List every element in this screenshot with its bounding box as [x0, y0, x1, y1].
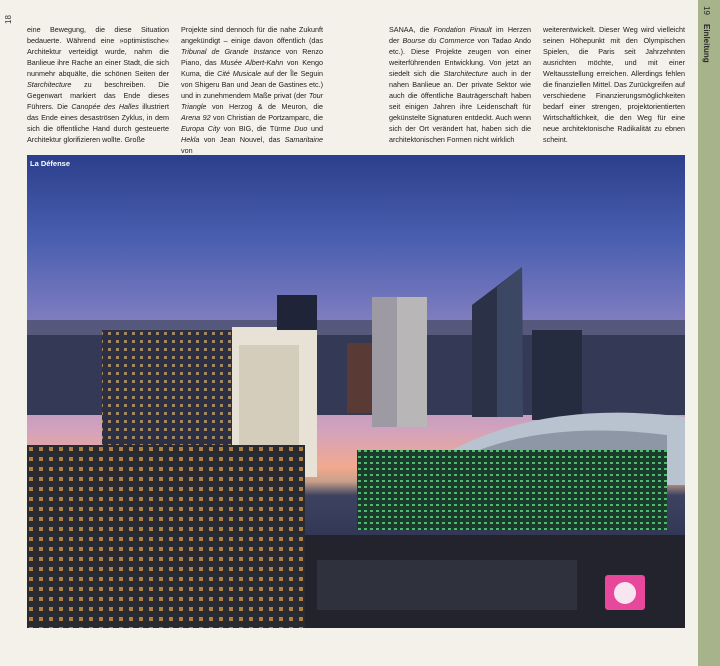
- page-number-left: 18: [4, 15, 13, 24]
- paragraph: eine Bewegung, die diese Situation bedauerte. Während eine »optimistische« Architektur verteidigt wurde, nahm die Banlieue ihre Rache an einer Stadt, die sich nunmehr abquälte, die schönen Seiten der Starchitecture zu beschreiben. Die Gegenwart markiert das Ende dieses Führers. Die Canopée des Halles illustriert das Ende eines desaströsen Zyklus, in dem sich die öffentliche Hand durch gesteuerte Architektur glorifizieren wollte. Große: [27, 25, 169, 144]
- chapter-tab-label: Einleitung: [702, 24, 711, 63]
- text-column-1: [27, 24, 169, 150]
- skyline-illustration: [27, 155, 685, 628]
- photo-caption: La Défense: [30, 159, 71, 168]
- paragraph: SANAA, die Fondation Pinault im Herzen der Bourse du Commerce von Tadao Ando etc.). Diese Projekte zeugen von einer weiterführenden Entwicklung. Von jetzt an siedelt sich die Starchitecture auch in der nahen Banlieue an. Der private Sektor wie auch die öffentliche Bauträgerschaft haben seit einigen Jahren ihre Leidenschaft für gekünstelte Signaturen entdeckt. Auch wenn sich der Ort verändert hat, haben sich die architektonischen Formen nicht wirklich: [389, 25, 532, 144]
- paragraph: Projekte sind dennoch für die nahe Zukunft angekündigt – einige davon öffentlich (das Tribunal de Grande Instance von Renzo Piano, das Musée Albert-Kahn von Kengo Kuma, die Cité Musicale auf der Île Seguin von Shigeru Ban und Jean de Gastines etc.) und in zunehmendem Maße privat (der Tour Triangle von Herzog & de Meuron, die Arena 92 von Christian de Portzamparc, die Europa City von BIG, die Türme Duo und Hekla von Jean Nouvel, das Samaritaine von: [181, 25, 324, 155]
- text-column-4: [543, 24, 685, 150]
- text-column-2: [181, 24, 324, 155]
- page-number-right: 19: [702, 6, 711, 15]
- photo-la-defense: [27, 155, 685, 628]
- chapter-tab: [698, 0, 720, 666]
- paragraph: weiterentwickelt. Dieser Weg wird vielleicht seinen Höhepunkt mit den Olympischen Spielen, die Paris seit Jahrzehnten ausrichten möchte, und mit einer Weltausstellung erreichen. Allerdings fehlen die finanziellen Mittel. Das Zurückgreifen auf verschiedene Finanzierungsmöglichkeiten bedarf einer strengen, projektorientierten Wirtschaftlichkeit, die den Weg für eine neue architektonische Radikalität zu ebnen scheint.: [543, 25, 685, 144]
- text-column-3: [389, 24, 531, 150]
